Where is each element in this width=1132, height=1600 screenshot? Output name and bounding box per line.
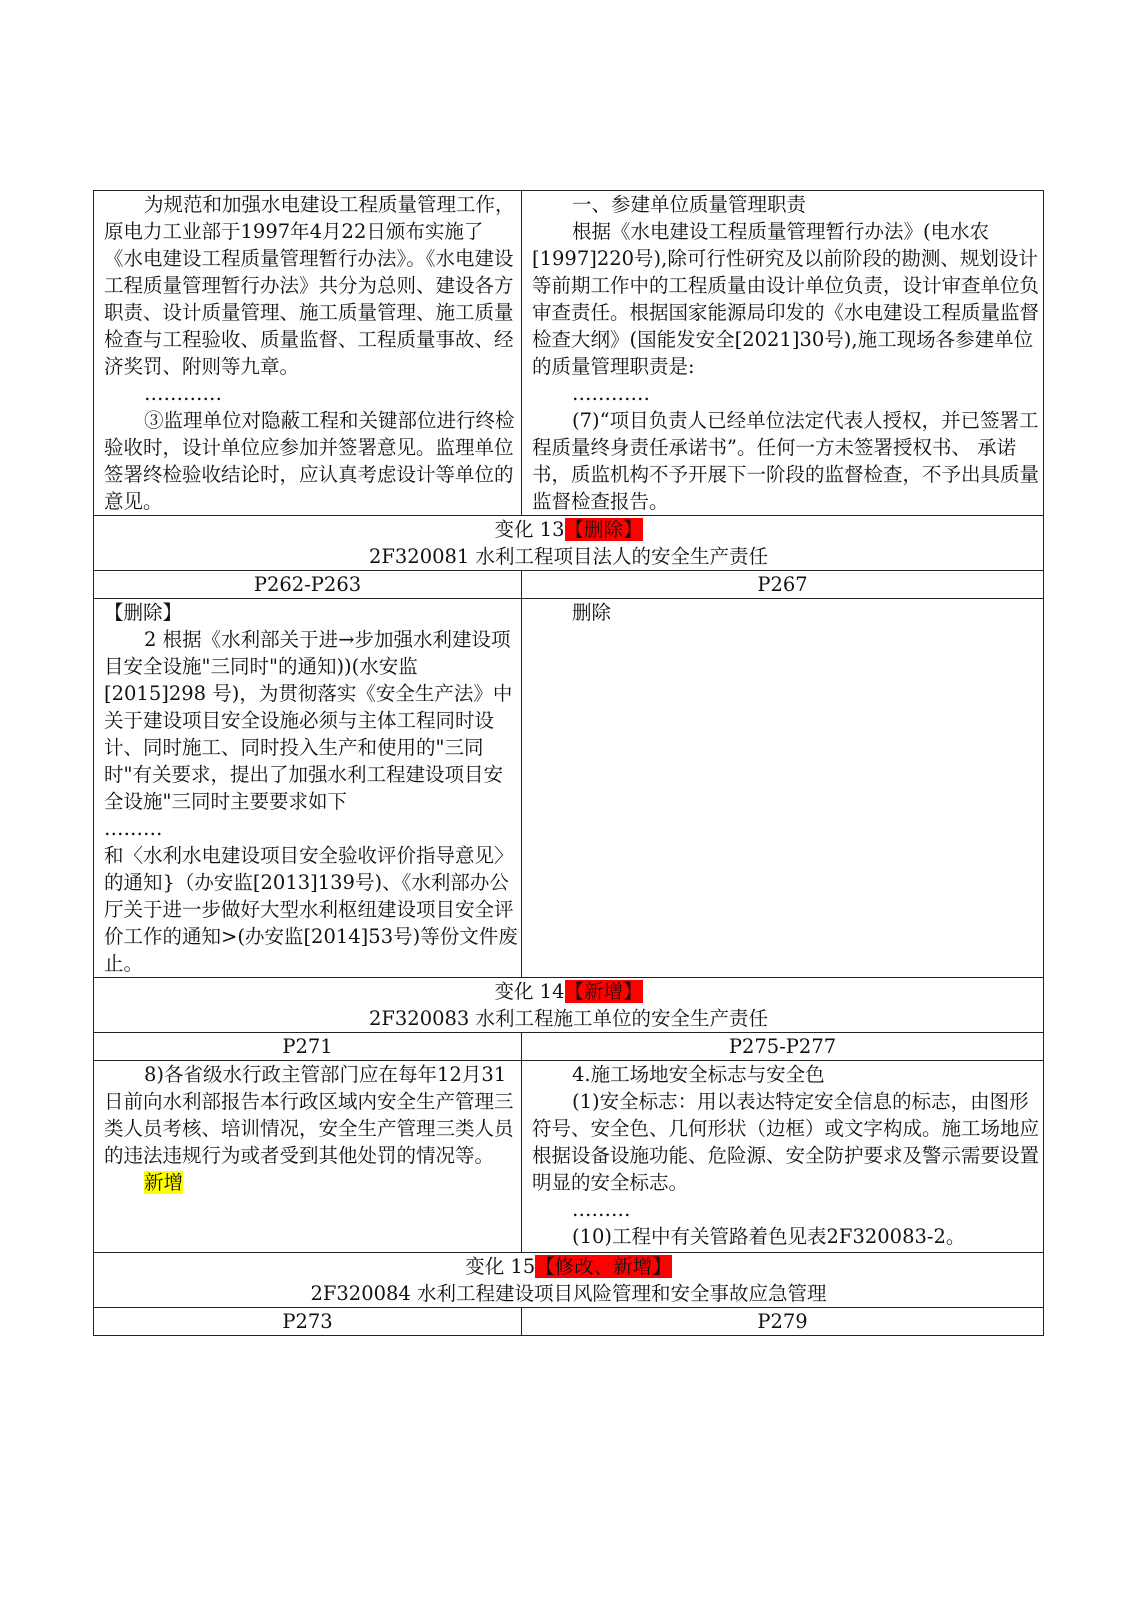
change13-label: 变化 13: [494, 518, 565, 541]
change14-label: 变化 14: [494, 980, 565, 1003]
change13-right-text: 删除: [572, 601, 612, 624]
change14-right-heading: 4.施工场地安全标志与安全色: [572, 1063, 825, 1086]
change15-title: 2F320084 水利工程建设项目风险管理和安全事故应急管理: [310, 1282, 827, 1305]
change14-title: 2F320083 水利工程施工单位的安全生产责任: [368, 1007, 769, 1030]
change13-left-cell: [94, 599, 522, 978]
change13-left-paragraph: 2 根据《水利部关于进→步加强水利建设项目安全设施"三同时"的通知))(水安监[2015]298 号)，为贯彻落实《安全生产法》中关于建设项目安全设施必须与主体工程同时设计、同时施工、同时投入生产和使用的"三同时"有关要求，提出了加强水利工程建设项目安全设施"三同时主要要求如下: [104, 628, 513, 813]
change15-page-row: [94, 1308, 1044, 1336]
change15-page-right: P279: [522, 1308, 1044, 1336]
change14-page-left: P271: [94, 1033, 522, 1061]
change15-page-left: P273: [94, 1308, 522, 1336]
change14-header-row: [94, 978, 1044, 1033]
change13-header-row: [94, 516, 1044, 571]
table-row: [94, 191, 1044, 516]
change14-right-paragraph-2: (10)工程中有关管路着色见表2F320083-2。: [572, 1225, 966, 1248]
change14-page-right: P275-P277: [522, 1033, 1044, 1061]
ellipsis: ………: [104, 817, 163, 840]
change13-left-paragraph-2: 和〈水利水电建设项目安全验收评价指导意见〉的通知}（办安监[2013]139号)、《水利部办公厅关于进一步做好大型水利枢纽建设项目安全评价工作的通知>(办安监[2014]53号)等份文件废止。: [104, 844, 518, 975]
change13-page-right: P267: [522, 571, 1044, 599]
change13-right-cell: [522, 599, 1044, 978]
row1-right-paragraph-2: (7)“项目负责人已经单位法定代表人授权，并已签署工程质量终身责任承诺书”。任何一方未签署授权书、 承诺书，质监机构不予开展下一阶段的监督检查，不予出具质量监督检查报告。: [532, 409, 1040, 513]
ellipsis: ………: [572, 1198, 631, 1221]
row1-left-paragraph-2: ③监理单位对隐蔽工程和关键部位进行终检验收时，设计单位应参加并签署意见。监理单位签署终检验收结论时，应认真考虑设计等单位的意见。: [104, 409, 515, 513]
change13-page-left: P262-P263: [94, 571, 522, 599]
change14-left-paragraph: 8)各省级水行政主管部门应在每年12月31日前向水利部报告本行政区域内安全生产管理三类人员考核、培训情况，安全生产管理三类人员的违法违规行为或者受到其他处罚的情况等。: [104, 1063, 514, 1167]
row1-right-cell: [522, 191, 1044, 516]
comparison-table: [93, 190, 1044, 1336]
change14-tag: 【新增】: [564, 980, 643, 1003]
change13-content-row: [94, 599, 1044, 978]
row1-left-cell: [94, 191, 522, 516]
change14-right-paragraph: (1)安全标志：用以表达特定安全信息的标志，由图形符号、安全色、几何形状（边框）或文字构成。施工场地应根据设备设施功能、危险源、安全防护要求及警示需要设置明显的安全标志。: [532, 1090, 1040, 1194]
ellipsis: …………: [144, 382, 222, 405]
row1-right-heading: 一、参建单位质量管理职责: [572, 193, 807, 216]
change15-header: [94, 1253, 1044, 1308]
change14-content-row: [94, 1061, 1044, 1253]
change13-title: 2F320081 水利工程项目法人的安全生产责任: [368, 545, 769, 568]
row1-left-paragraph: 为规范和加强水电建设工程质量管理工作，原电力工业部于1997年4月22日颁布实施了《水电建设工程质量管理暂行办法》。《水电建设工程质量管理暂行办法》共分为总则、建设各方职责、设计质量管理、施工质量管理、施工质量检查与工程验收、质量监督、工程质量事故、经济奖罚、附则等九章。: [104, 193, 515, 378]
change14-right-cell: [522, 1061, 1044, 1253]
row1-right-paragraph: 根据《水电建设工程质量管理暂行办法》(电水农[1997]220号),除可行性研究及以前阶段的勘测、规划设计等前期工作中的工程质量由设计单位负责，设计审查单位负审查责任。根据国家能源局印发的《水电建设工程质量监督检查大纲》(国能发安全[2021]30号),施工现场各参建单位的质量管理职责是:: [532, 220, 1040, 378]
change14-page-row: [94, 1033, 1044, 1061]
change14-left-cell: [94, 1061, 522, 1253]
change14-new-tag: 新增: [144, 1171, 184, 1194]
change13-page-row: [94, 571, 1044, 599]
change13-left-tag: 【删除】: [104, 601, 183, 624]
change14-header: [94, 978, 1044, 1033]
ellipsis: …………: [572, 382, 650, 405]
change15-tag: 【修改、新增】: [535, 1255, 672, 1278]
change15-header-row: [94, 1253, 1044, 1308]
change15-label: 变化 15: [465, 1255, 536, 1278]
change13-tag: 【删除】: [564, 518, 643, 541]
change13-header: [94, 516, 1044, 571]
